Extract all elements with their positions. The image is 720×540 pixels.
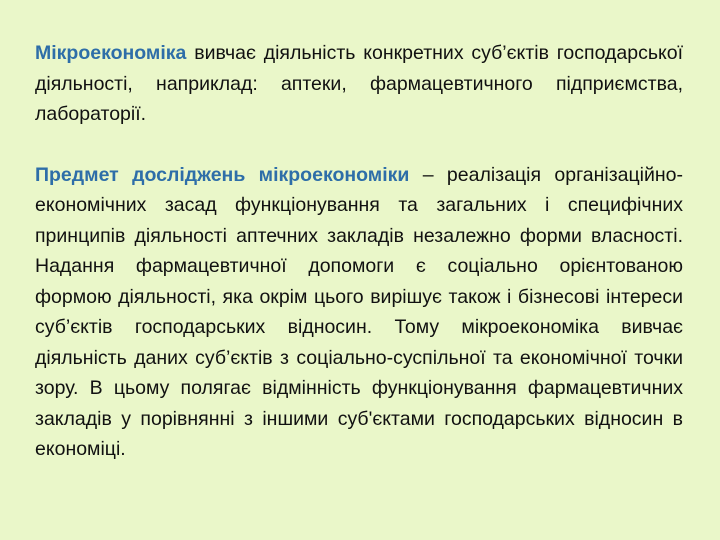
definition-text: вивчає діяльність конкретних суб’єктів господарської діяльності, наприклад: аптеки, фармацевтичного підприємства, лабораторії. [35,42,683,125]
subject-paragraph [35,160,683,465]
term-subject-of-research: Предмет досліджень мікроекономіки [35,163,410,186]
subject-text: – реалізація організаційно-економічних засад функціонування та загальних і специфічних принципів діяльності аптечних закладів незалежно форми власності. Надання фармацевтичної допомоги є соціально орієнтованою формою діяльності, яка окрім цього вирішує також і бізнесові інтереси суб’єктів господарських відносин. Тому мікроекономіка вивчає діяльність даних суб’єктів з соціально-суспільної та економічної точки зору. В цьому полягає відмінність функціонування фармацевтичних закладів у порівнянні з іншими суб'єктами господарських відносин в економіці. [35,163,683,460]
definition-paragraph [35,38,683,130]
term-microeconomics: Мікроекономіка [35,42,187,64]
